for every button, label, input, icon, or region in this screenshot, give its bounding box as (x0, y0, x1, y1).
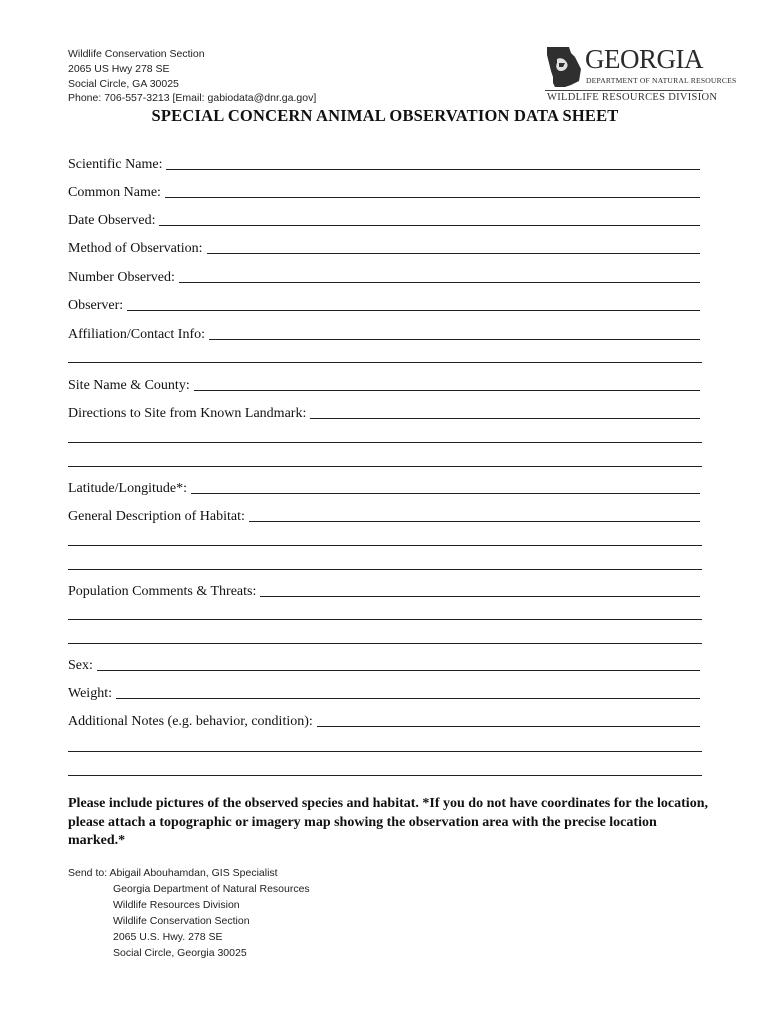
field-label: Date Observed: (68, 213, 156, 228)
georgia-state-icon (545, 45, 583, 89)
blank-line[interactable] (68, 442, 702, 443)
send-to-recipient: Abigail Abouhamdan, GIS Specialist (109, 867, 278, 879)
site-field[interactable] (68, 376, 700, 394)
field-label: Latitude/Longitude*: (68, 481, 187, 496)
field-label: Number Observed: (68, 270, 175, 285)
blank-line[interactable] (68, 643, 702, 644)
number-observed-field[interactable] (68, 268, 700, 286)
field-label: Weight: (68, 686, 112, 701)
field-label: Observer: (68, 298, 124, 313)
directions-field[interactable] (68, 404, 700, 422)
contact-line: Phone: 706-557-3213 [Email: gabiodata@dnr.ga.gov] (68, 92, 317, 105)
blank-line[interactable] (68, 751, 702, 752)
input-line[interactable] (310, 418, 700, 419)
field-label: Site Name & County: (68, 378, 190, 393)
field-label: Common Name: (68, 185, 161, 200)
common-name-field[interactable] (68, 183, 700, 201)
send-to-line: 2065 U.S. Hwy. 278 SE (113, 931, 223, 943)
page-title: SPECIAL CONCERN ANIMAL OBSERVATION DATA SHEET (151, 106, 619, 125)
logo-department: DEPARTMENT OF NATURAL RESOURCES (586, 76, 737, 85)
address-line: 2065 US Hwy 278 SE (68, 62, 170, 75)
input-line[interactable] (317, 726, 700, 727)
habitat-field[interactable] (68, 507, 700, 525)
input-line[interactable] (159, 225, 700, 226)
input-line[interactable] (116, 698, 700, 699)
field-label: Affiliation/Contact Info: (68, 327, 205, 342)
send-to-line: Social Circle, Georgia 30025 (113, 947, 247, 959)
field-label: Method of Observation: (68, 241, 203, 256)
input-line[interactable] (249, 521, 700, 522)
blank-line[interactable] (68, 466, 702, 467)
field-label: Scientific Name: (68, 157, 163, 172)
observer-field[interactable] (68, 296, 700, 314)
population-field[interactable] (68, 582, 700, 600)
input-line[interactable] (194, 390, 700, 391)
address-line: Social Circle, GA 30025 (68, 77, 179, 90)
header-address (68, 47, 316, 106)
method-field[interactable] (68, 239, 700, 257)
address-line: Wildlife Conservation Section (68, 48, 205, 60)
blank-line[interactable] (68, 545, 702, 546)
weight-field[interactable] (68, 684, 700, 702)
send-to-block (68, 865, 310, 961)
send-to-line: Georgia Department of Natural Resources (113, 883, 310, 895)
input-line[interactable] (179, 282, 700, 283)
blank-line[interactable] (68, 619, 702, 620)
date-observed-field[interactable] (68, 211, 700, 229)
input-line[interactable] (165, 197, 700, 198)
georgia-dnr-logo (545, 44, 737, 105)
input-line[interactable] (207, 253, 700, 254)
input-line[interactable] (166, 169, 700, 170)
affiliation-field[interactable] (68, 325, 700, 343)
logo-division: WILDLIFE RESOURCES DIVISION (547, 92, 718, 103)
lat-long-field[interactable] (68, 479, 700, 497)
input-line[interactable] (191, 493, 700, 494)
logo-wordmark: GEORGIA (585, 44, 703, 74)
field-label: Population Comments & Threats: (68, 584, 257, 599)
field-label: Directions to Site from Known Landmark: (68, 406, 307, 421)
blank-line[interactable] (68, 775, 702, 776)
additional-notes-field[interactable] (68, 712, 700, 730)
scientific-name-field[interactable] (68, 155, 700, 173)
field-label: Sex: (68, 658, 93, 673)
blank-line[interactable] (68, 362, 702, 363)
field-label: General Description of Habitat: (68, 509, 245, 524)
input-line[interactable] (209, 339, 700, 340)
send-to-line: Wildlife Conservation Section (113, 915, 250, 927)
input-line[interactable] (97, 670, 700, 671)
send-to-line: Wildlife Resources Division (113, 899, 240, 911)
input-line[interactable] (127, 310, 700, 311)
logo-divider (545, 90, 703, 91)
sex-field[interactable] (68, 656, 700, 674)
send-to-label: Send to: (68, 867, 108, 879)
field-label: Additional Notes (e.g. behavior, condition): (68, 714, 313, 729)
blank-line[interactable] (68, 569, 702, 570)
instructions-note: Please include pictures of the observed species and habitat. *If you do not have coordinates for the location, please attach a topographic or imagery map showing the observation area with the precise location marked.* (68, 796, 708, 848)
input-line[interactable] (260, 596, 700, 597)
